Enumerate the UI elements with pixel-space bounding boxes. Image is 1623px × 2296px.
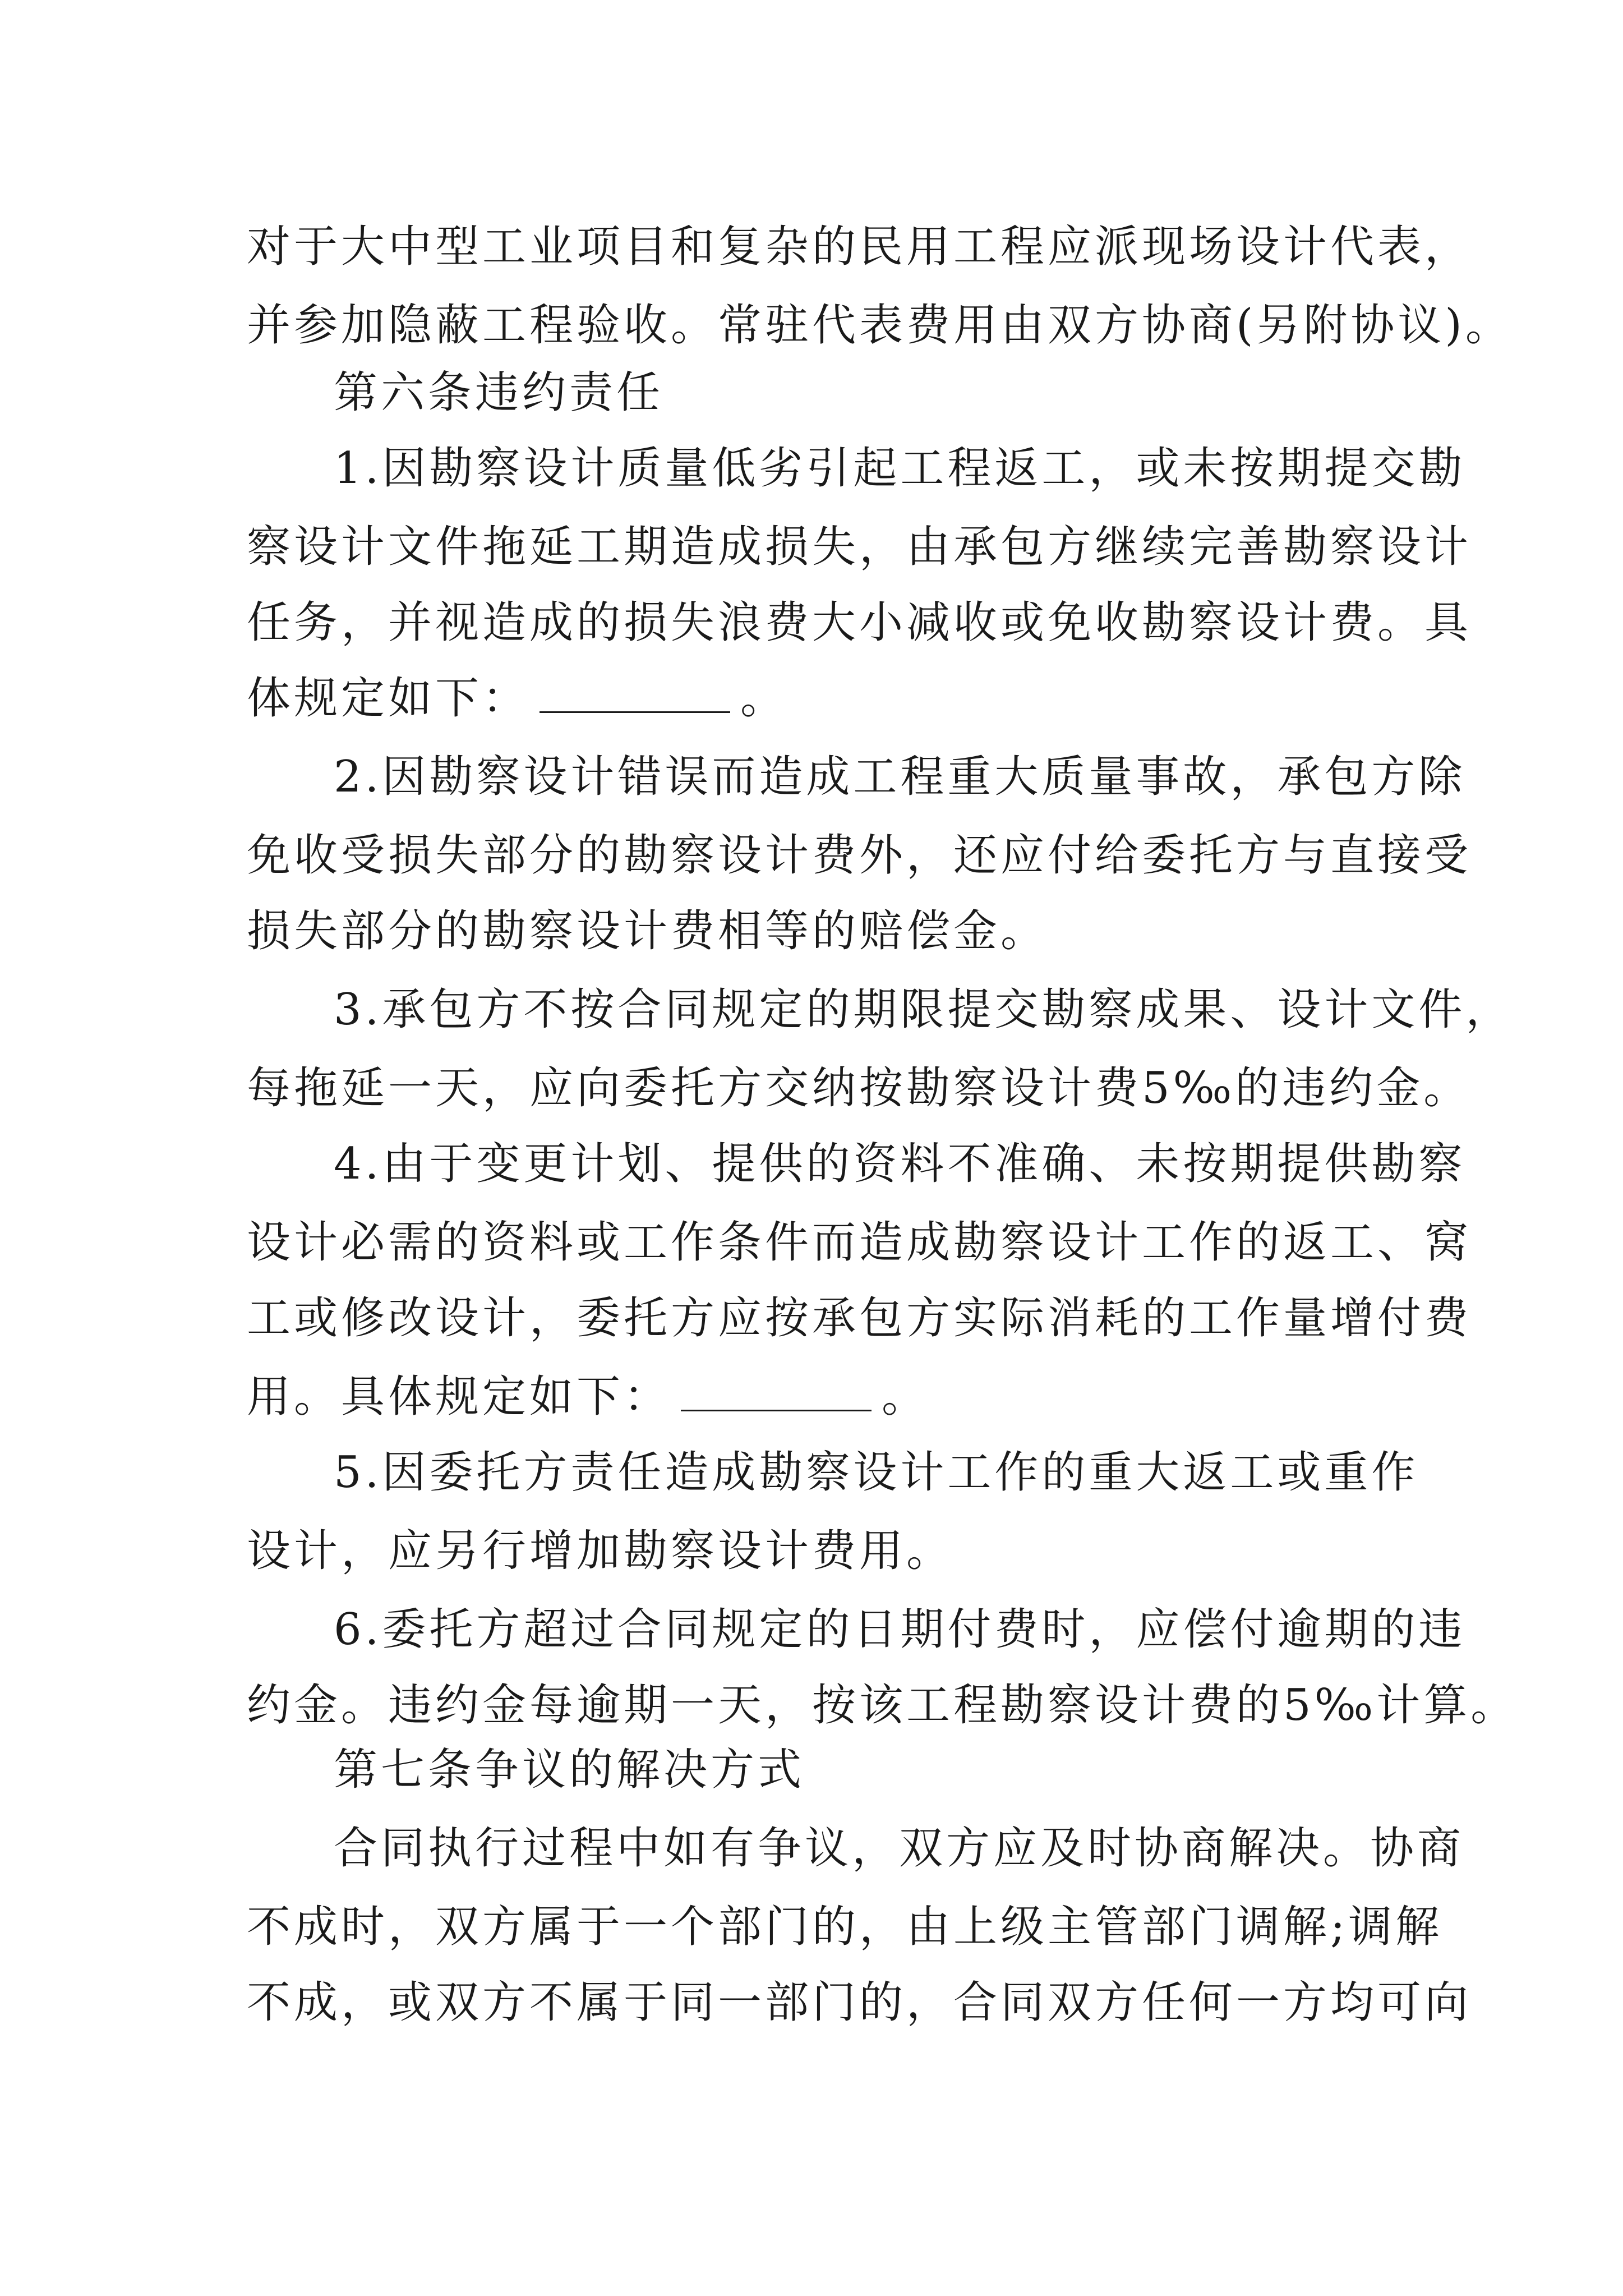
text-line bbox=[247, 1369, 929, 1425]
fill-in-blank bbox=[540, 672, 730, 713]
text-line bbox=[247, 670, 787, 726]
text-line: 合同执行过程中如有争议，双方应及时协商解决。协商 bbox=[334, 1823, 1465, 1874]
section-heading: 第七条争议的解决方式 bbox=[334, 1745, 805, 1795]
text-fragment: 体规定如下： bbox=[247, 673, 530, 724]
text-line: 每拖延一天，应向委托方交纳按勘察设计费5‰的违约金。 bbox=[247, 1063, 1471, 1114]
text-line: 设计，应另行增加勘察设计费用。 bbox=[247, 1526, 954, 1576]
text-line: 察设计文件拖延工期造成损失，由承包方继续完善勘察设计 bbox=[247, 522, 1472, 572]
text-line: 3.承包方不按合同规定的期限提交勘察成果、设计文件， bbox=[334, 984, 1513, 1035]
text-line: 任务，并视造成的损失浪费大小减收或免收勘察设计费。具 bbox=[247, 597, 1472, 648]
text-fragment: 用。具体规定如下： bbox=[247, 1372, 671, 1422]
text-line: 设计必需的资料或工作条件而造成勘察设计工作的返工、窝 bbox=[247, 1217, 1472, 1268]
text-line: 约金。违约金每逾期一天，按该工程勘察设计费的5‰计算。 bbox=[247, 1680, 1518, 1731]
text-line: 不成时，双方属于一个部门的，由上级主管部门调解;调解 bbox=[247, 1902, 1443, 1952]
text-line: 对于大中型工业项目和复杂的民用工程应派现场设计代表， bbox=[247, 222, 1472, 272]
fill-in-blank bbox=[681, 1370, 872, 1411]
text-line: 5.因委托方责任造成勘察设计工作的重大返工或重作 bbox=[334, 1447, 1419, 1498]
text-line: 2.因勘察设计错误而造成工程重大质量事故，承包方除 bbox=[334, 752, 1466, 802]
text-line: 1.因勘察设计质量低劣引起工程返工，或未按期提交勘 bbox=[334, 443, 1466, 494]
text-line: 并参加隐蔽工程验收。常驻代表费用由双方协商(另附协议)。 bbox=[247, 300, 1513, 351]
text-line: 6.委托方超过合同规定的日期付费时，应偿付逾期的违 bbox=[334, 1604, 1466, 1655]
text-line: 不成，或双方不属于同一部门的，合同双方任何一方均可向 bbox=[247, 1977, 1472, 2028]
text-line: 免收受损失部分的勘察设计费外，还应付给委托方与直接受 bbox=[247, 830, 1472, 881]
text-line: 4.由于变更计划、提供的资料不准确、未按期提供勘察 bbox=[334, 1139, 1466, 1189]
section-heading: 第六条违约责任 bbox=[334, 367, 664, 418]
text-fragment: 。 bbox=[882, 1372, 929, 1422]
text-line: 工或修改设计，委托方应按承包方实际消耗的工作量增付费 bbox=[247, 1293, 1472, 1343]
text-fragment: 。 bbox=[740, 673, 788, 724]
text-line: 损失部分的勘察设计费相等的赔偿金。 bbox=[247, 906, 1048, 956]
